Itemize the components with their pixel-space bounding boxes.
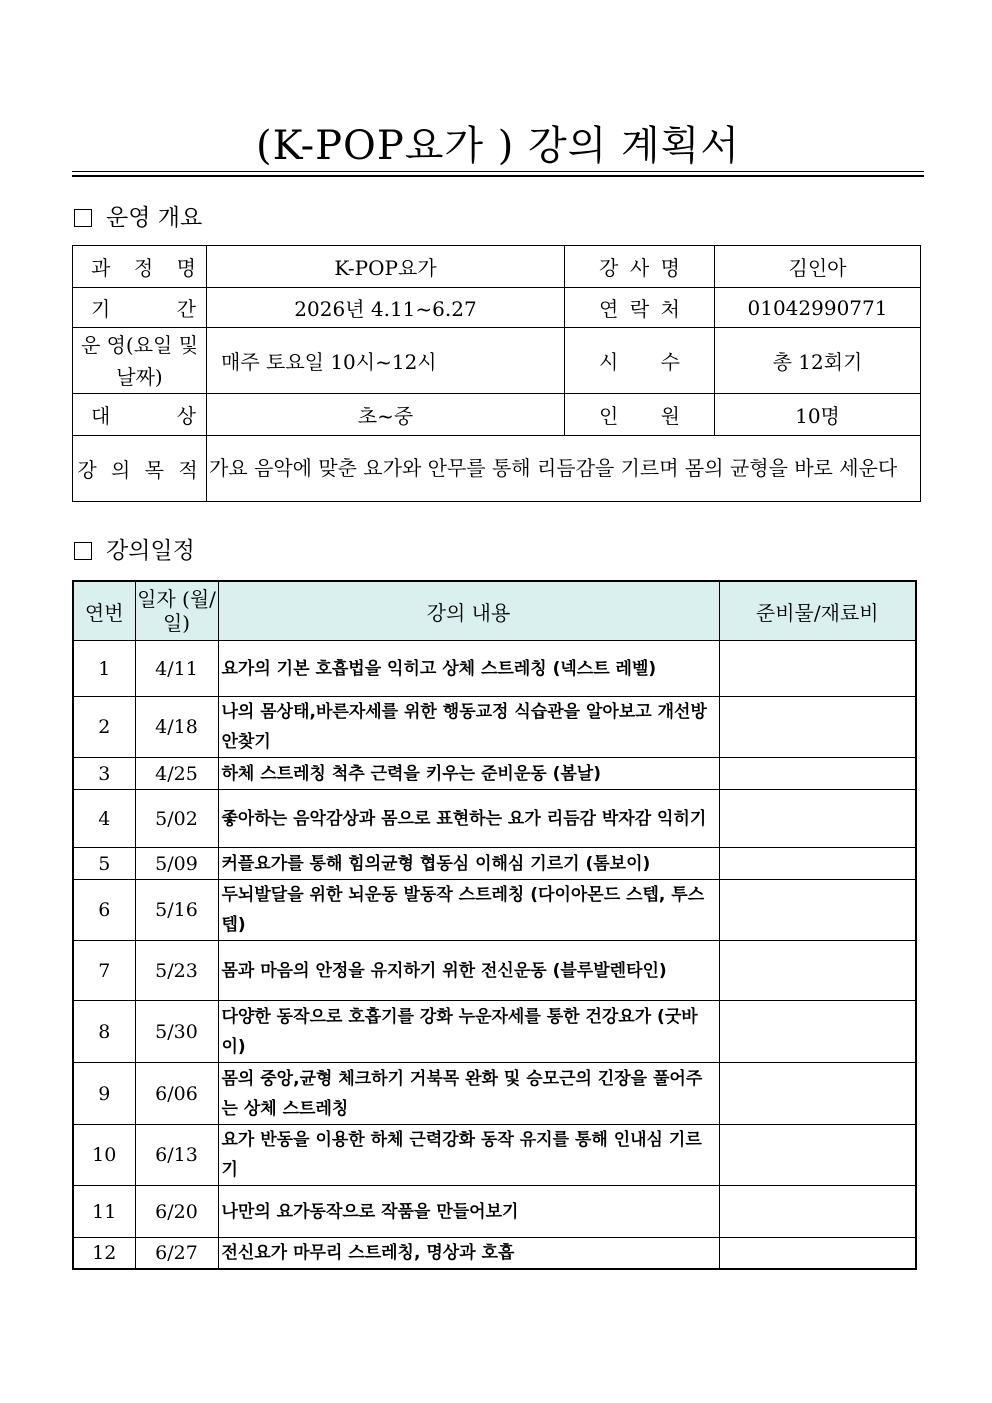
table-row [73,697,916,758]
capacity-label: 인 원 [565,394,715,436]
row-materials [719,790,916,848]
row-content: 요가의 기본 호흡법을 익히고 상체 스트레칭 (넥스트 레벨) [218,641,719,697]
purpose-label: 강 의 목 적 [73,436,207,502]
checkbox-icon [74,542,92,560]
row-date: 5/02 [135,790,218,848]
header-no: 연번 [73,581,135,641]
sessions-label: 시 수 [565,328,715,394]
row-content: 나의 몸상태,바른자세를 위한 행동교정 식습관을 알아보고 개선방안찾기 [218,697,719,758]
overview-section-label: 운영 개요 [106,205,203,231]
row-content: 몸의 중앙,균형 체크하기 거북목 완화 및 승모근의 긴장을 풀어주는 상체 스트레칭 [218,1063,719,1125]
row-date: 6/20 [135,1186,218,1238]
row-no: 4 [73,790,135,848]
row-content: 전신요가 마무리 스트레칭, 명상과 호흡 [218,1238,719,1270]
row-date: 4/11 [135,641,218,697]
row-no: 12 [73,1238,135,1270]
page-title: (K-POP요가 ) 강의 계획서 [256,123,740,169]
schedule-label: 운 영(요일 및 날짜) [73,328,207,394]
instructor-label: 강 사 명 [565,246,715,288]
row-materials [719,1125,916,1186]
schedule-value: 매주 토요일 10시~12시 [207,328,565,394]
table-row [73,1238,916,1270]
row-content: 두뇌발달을 위한 뇌운동 발동작 스트레칭 (다이아몬드 스텝, 투스텝) [218,880,719,941]
row-no: 10 [73,1125,135,1186]
target-label: 대 상 [73,394,207,436]
row-materials [719,1186,916,1238]
overview-section-heading [74,203,202,233]
table-row [73,1063,916,1125]
row-date: 4/25 [135,758,218,790]
table-row [73,1001,916,1063]
course-label: 과 정 명 [73,246,207,288]
row-materials [719,1001,916,1063]
row-materials [719,641,916,697]
checkbox-icon [74,209,92,227]
row-content: 하체 스트레칭 척추 근력을 키우는 준비운동 (봄날) [218,758,719,790]
row-content: 몸과 마음의 안정을 유지하기 위한 전신운동 (블루발렌타인) [218,941,719,1001]
table-row [73,1186,916,1238]
row-content: 커플요가를 통해 힘의균형 협동심 이해심 기르기 (톰보이) [218,848,719,880]
table-row [73,941,916,1001]
header-content: 강의 내용 [218,581,719,641]
table-row [73,848,916,880]
header-materials: 준비물/재료비 [719,581,916,641]
row-date: 4/18 [135,697,218,758]
row-no: 11 [73,1186,135,1238]
row-date: 5/23 [135,941,218,1001]
row-no: 7 [73,941,135,1001]
table-row [73,790,916,848]
schedule-section-label: 강의일정 [106,538,195,564]
schedule-section-heading [74,536,195,566]
table-row [73,1125,916,1186]
row-date: 5/30 [135,1001,218,1063]
period-value: 2026년 4.11~6.27 [207,288,565,328]
overview-table [72,245,921,502]
row-content: 나만의 요가동작으로 작품을 만들어보기 [218,1186,719,1238]
row-materials [719,880,916,941]
target-value: 초~중 [207,394,565,436]
table-row [73,641,916,697]
title-divider-thick [72,175,924,177]
row-materials [719,1063,916,1125]
row-materials [719,697,916,758]
contact-value: 01042990771 [715,288,921,328]
sessions-value: 총 12회기 [715,328,921,394]
title-divider [72,171,924,172]
row-date: 5/09 [135,848,218,880]
row-date: 6/06 [135,1063,218,1125]
table-row [73,758,916,790]
header-date: 일자 (월/일) [135,581,218,641]
contact-label: 연 락 처 [565,288,715,328]
row-content: 다양한 동작으로 호흡기를 강화 누운자세를 통한 건강요가 (굿바이) [218,1001,719,1063]
row-content: 요가 반동을 이용한 하체 근력강화 동작 유지를 통해 인내심 기르기 [218,1125,719,1186]
capacity-value: 10명 [715,394,921,436]
row-materials [719,848,916,880]
instructor-value: 김인아 [715,246,921,288]
row-content: 좋아하는 음악감상과 몸으로 표현하는 요가 리듬감 박자감 익히기 [218,790,719,848]
table-row [73,880,916,941]
row-no: 2 [73,697,135,758]
purpose-value: 가요 음악에 맞춘 요가와 안무를 통해 리듬감을 기르며 몸의 균형을 바로 세운다 [207,436,921,502]
row-no: 6 [73,880,135,941]
row-materials [719,1238,916,1270]
row-no: 1 [73,641,135,697]
period-label: 기 간 [73,288,207,328]
row-date: 6/13 [135,1125,218,1186]
row-date: 5/16 [135,880,218,941]
row-no: 3 [73,758,135,790]
row-materials [719,941,916,1001]
row-materials [719,758,916,790]
row-date: 6/27 [135,1238,218,1270]
row-no: 5 [73,848,135,880]
schedule-table [72,580,917,1270]
course-value: K-POP요가 [207,246,565,288]
row-no: 9 [73,1063,135,1125]
row-no: 8 [73,1001,135,1063]
